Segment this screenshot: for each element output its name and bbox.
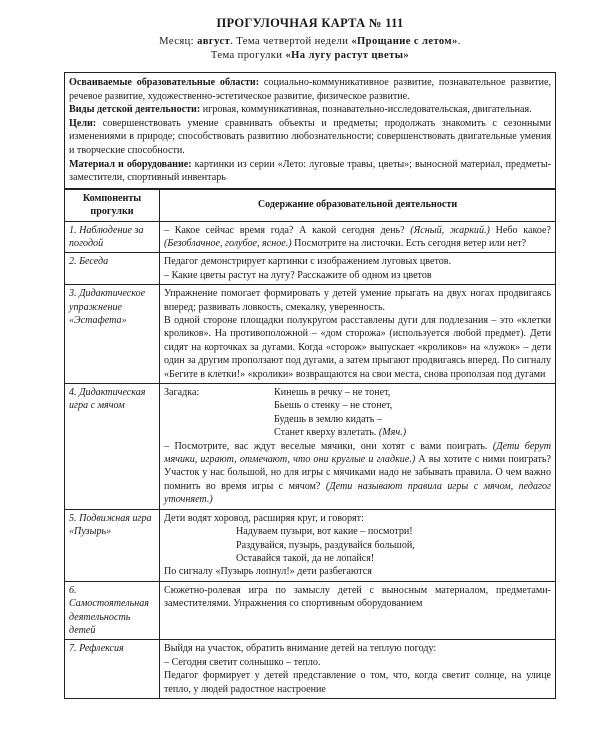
content-bubble-game [160,509,556,581]
component-reflection: 7. Рефлексия [65,640,160,699]
relay-p2: В одной стороне площадки полукругом расставлены дуги для подлезания – это «клетки кроликов». На противоположной – «дом сторожа» (используется любой предмет). Дети сидят на корточках за дугами. Когда «сторож» выпускает «кроликов» на «лужок» – дети один за другим проползают под дугами, а затем прыгают продвигаясь вперед. По сигналу «Бегите в клетки!» «кролики» возвращаются на свои места, снова проползая под дугами [164,315,551,380]
bubble-verse-3: Оставайся такой, да не лопайся! [236,552,375,564]
riddle [164,386,551,440]
component-bubble-game: 5. Подвижная игра «Пузырь» [65,509,160,581]
week-label: . Тема четвертой недели [230,36,349,47]
content-reflection [160,640,556,699]
bubble-verse-2: Раздувайся, пузырь, раздувайся большой, [236,539,415,551]
content-independent [160,581,556,640]
table-row [65,253,556,285]
kinds-text: игровая, коммуникативная, познавательно-исследовательская, двигательная. [200,104,532,116]
riddle-line-4 [274,426,551,439]
page-title: ПРОГУЛОЧНАЯ КАРТА № 111 [216,16,404,30]
riddle-line-4-text: Станет кверху взлетать. [274,427,379,439]
observation-q3: Посмотрите на листочки. Есть сегодня ветер или нет? [291,237,527,249]
component-ball-game: 4. Дидактическая игра с мячом [65,384,160,510]
observation-text [164,224,551,251]
bubble-p1: Дети водят хоровод, расширяя круг, и говорят: [164,512,364,524]
riddle-label: Загадка: [164,387,200,399]
header-content: Содержание образовательной деятельности [160,189,556,221]
component-relay: 3. Дидактическое упражнение «Эстафета» [65,285,160,384]
riddle-lines [274,386,551,440]
ball-game-t3: А вы хотите с ними поиграть? Участок у нас большой, но для игры с мячиками надо не забывать правила. О чем важно помнить во время игры с мячом? [164,454,551,492]
independent-p1: Сюжетно-ролевая игра по замыслу детей с выносным материалом, предметами-заместителями. Упражнения со спортивным оборудованием [164,584,551,610]
walk-label: Тема прогулки [210,50,283,61]
materials-paragraph [69,158,551,185]
observation-q2: Небо какое? [489,224,551,236]
table-row [65,384,556,510]
component-independent: 6. Самостоятельная деятельность детей [65,581,160,640]
week-theme: «Прощание с летом» [351,36,458,47]
observation-a2: (Безоблачное, голубое, ясное.) [164,237,292,249]
week-end: . [457,36,461,47]
bubble-verse-1: Надуваем пузыри, вот какие – посмотри! [236,526,413,538]
activity-table [64,189,556,699]
table-row [65,640,556,699]
observation-a1: (Ясный, жаркий.) [410,224,490,236]
walk-theme: «На лугу растут цветы» [285,50,410,61]
kinds-paragraph [69,103,551,117]
table-row [65,221,556,253]
content-conversation [160,253,556,285]
riddle-line-2: Бьешь о стенку – не стонет, [274,400,393,412]
header-components: Компоненты прогулки [65,189,160,221]
reflection-p2: – Сегодня светит солнышко – тепло. [164,656,321,668]
content-relay [160,285,556,384]
areas-text: социально-коммуникативное развитие, познавательное развитие, речевое развитие, художественно-эстетическое развитие, физическое развитие. [69,77,551,102]
month-value: август [197,36,231,47]
materials-text: картинки из серии «Лето: луговые травы, цветы»; выносной материал, предметы-заместители, спортивный инвентарь [69,158,551,184]
conversation-p1: Педагог демонстрирует картинки с изображением луговых цветов. [164,256,452,268]
areas-paragraph [69,76,551,103]
month-line [64,35,556,49]
ball-game-t2: (Дети берут мячики, играют, отмечают, что они круглые и гладкие.) [164,440,552,466]
reflection-p1: Выйдя на участок, обратить внимание детей на теплую погоду: [164,643,437,655]
ball-game-text [164,440,551,507]
observation-q1: – Какое сейчас время года? А какой сегодня день? [164,224,411,236]
riddle-answer: (Мяч.) [378,427,407,439]
materials-label: Материал и оборудование: [69,158,192,170]
table-row [65,285,556,384]
table-header-row [65,189,556,221]
conversation-p2: – Какие цветы растут на лугу? Расскажите об одном из цветов [164,269,432,281]
ball-game-t4: (Дети называют правила игры с мячом, педагог уточняет.) [164,480,551,506]
month-label: Месяц: [159,36,195,47]
riddle-line-1: Кинешь в речку – не тонет, [274,387,391,399]
content-observation [160,221,556,253]
bubble-p2: По сигналу «Пузырь лопнул!» дети разбегаются [164,566,372,578]
walk-theme-line [64,49,556,63]
kinds-label: Виды детской деятельности: [69,104,201,116]
reflection-p3: Педагог формирует у детей представление о том, что, когда светит солнце, на улице тепло, у людей радостное настроение [164,670,551,695]
table-row [65,509,556,581]
ball-game-t1: – Посмотрите, вас ждут веселые мячики, они хотят с вами поиграть. [164,440,493,452]
component-conversation: 2. Беседа [65,253,160,285]
table-row [65,581,556,640]
riddle-line-3: Будешь в землю кидать – [274,413,382,425]
goals-label: Цели: [69,117,97,129]
component-observation: 1. Наблюдение за погодой [65,221,160,253]
info-box [64,72,556,189]
relay-p1: Упражнение помогает формировать у детей умение прыгать на двух ногах продвигаясь вперед; развивать ловкость, смекалку, уверенность. [164,288,551,313]
content-ball-game [160,384,556,510]
areas-label: Осваиваемые образовательные области: [69,77,260,88]
goals-paragraph [69,117,551,158]
goals-text: совершенствовать умение сравнивать объекты и предметы; продолжать знакомить с сезонными изменениями в природе; способствовать развитию любознательности; совершенствовать двигательные умения и творческие способности. [69,117,551,156]
